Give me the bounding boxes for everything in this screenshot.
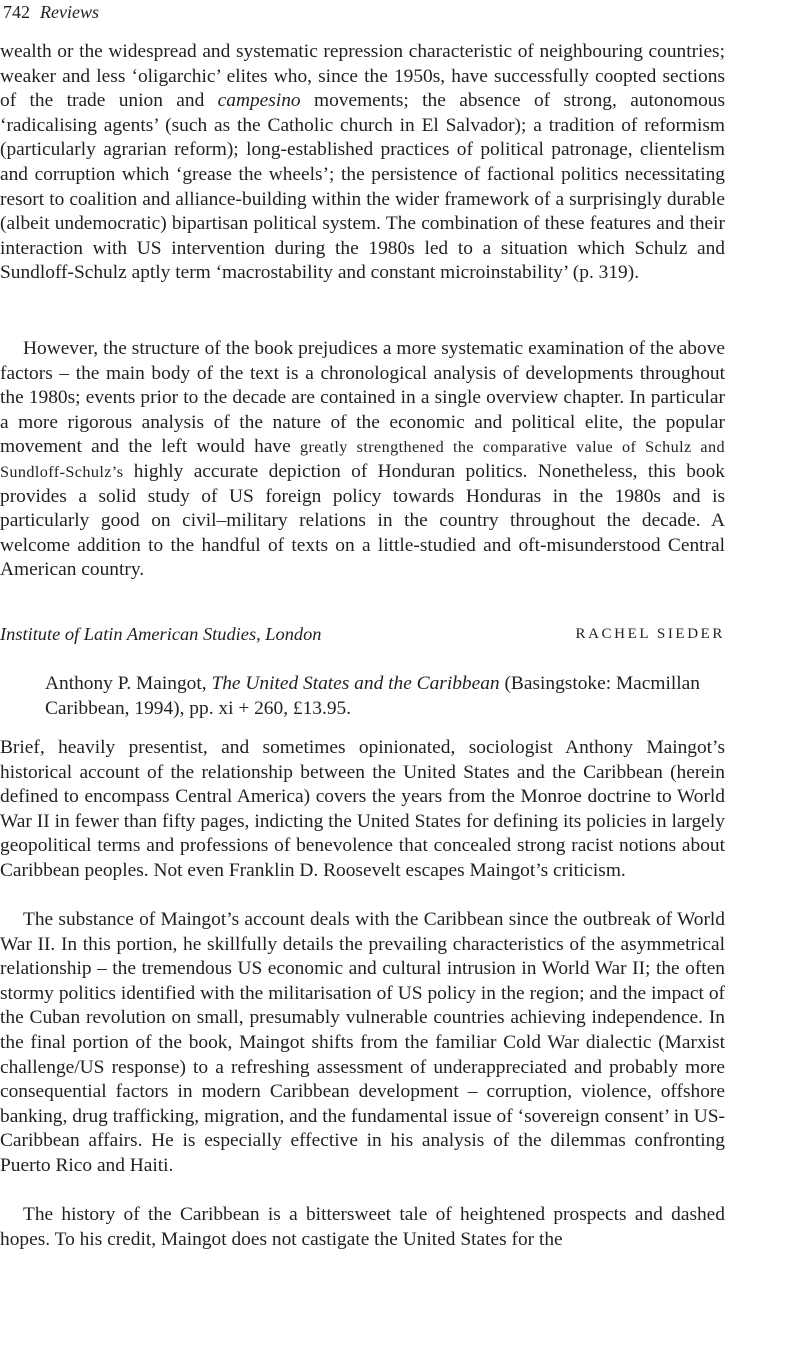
page-number: 742 xyxy=(3,2,30,22)
book-author: Anthony P. Maingot, xyxy=(45,673,212,694)
review1-paragraph-2-part-a: However, the structure of the book prejudices a more systematic examination of the above factors – the main body of the text is a chronological analysis of developments throughout the 1980s; events prior to the decade are contained in a single overview chapter. In particular a more rigorous analysis of the nature of the economic and political elite, the popular movement and the left would have xyxy=(0,338,725,458)
book-publication-details: (Basingstoke: Macmillan Caribbean, 1994), pp. xi + 260, £13.95. xyxy=(45,673,700,719)
review2-paragraph-1: Brief, heavily presentist, and sometimes opinionated, sociologist Anthony Maingot’s historical account of the relationship between the United States and the Caribbean (herein defined to encompass Central America) covers the years from the Monroe doctrine to World War II in fewer than fifty pages, indicting the United States for defining its policies in largely geopolitical terms and professions of benevolence that concealed strong racist notions about Caribbean peoples. Not even Franklin D. Roosevelt escapes Maingot’s criticism. xyxy=(0,737,725,881)
review1-paragraph-2-tight-line: greatly strengthened the comparative value of Schulz and Sundloff-Schulz’s xyxy=(0,438,725,481)
reviewer-name: RACHEL SIEDER xyxy=(575,626,725,642)
book-title: The United States and the Caribbean xyxy=(211,673,500,694)
review1-paragraph-2 xyxy=(0,337,725,583)
review1-paragraph-1-part-a: wealth or the widespread and systematic repression characteristic of neighbouring countries; weaker and less ‘oligarchic’ elites who, since the 1950s, have successfully coopted sections of the trade union and xyxy=(0,41,725,112)
book-citation xyxy=(45,672,735,721)
running-header xyxy=(3,0,99,24)
review1-paragraph-1-part-b: movements; the absence of strong, autonomous ‘radicalising agents’ (such as the Catholic church in El Salvador); a tradition of reformism (particularly agrarian reform); long-established practices of political patronage, clientelism and corruption which ‘grease the wheels’; the persistence of factional politics necessitating resort to coalition and alliance-building within the wider framework of a surprisingly durable (albeit undemocratic) bipartisan political system. The combination of these features and their interaction with US intervention during the 1980s led to a situation which Schulz and Sundloff-Schulz aptly term ‘macrostability and constant microinstability’ (p. 319). xyxy=(0,90,725,284)
review1-paragraph-1 xyxy=(0,40,725,286)
review1-paragraph-1-italic: campesino xyxy=(217,90,301,112)
review1-signature xyxy=(0,622,725,646)
review2-paragraph-3: The history of the Caribbean is a bittersweet tale of heightened prospects and dashed hopes. To his credit, Maingot does not castigate the United States for the xyxy=(0,1204,725,1250)
review1-paragraph-2-part-b: highly accurate depiction of Honduran politics. Nonetheless, this book provides a solid study of US foreign policy towards Honduras in the 1980s and is particularly good on civil–military relations in the country throughout the decade. A welcome addition to the handful of texts on a little-studied and oft-misunderstood Central American country. xyxy=(0,460,725,581)
running-title: Reviews xyxy=(40,2,99,22)
reviewer-affiliation: Institute of Latin American Studies, London xyxy=(0,624,322,644)
review2-paragraph-2: The substance of Maingot’s account deals with the Caribbean since the outbreak of World War II. In this portion, he skillfully details the prevailing characteristics of the asymmetrical relationship – the tremendous US economic and cultural intrusion in World War II; the often stormy politics identified with the militarisation of US policy in the region; and the impact of the Cuban revolution on small, presumably vulnerable countries achieving independence. In the final portion of the book, Maingot shifts from the familiar Cold War dialectic (Marxist challenge/US response) to a refreshing assessment of underappreciated and probably more consequential factors in modern Caribbean development – corruption, violence, offshore banking, drug trafficking, migration, and the fundamental issue of ‘sovereign consent’ in US-Caribbean affairs. He is especially effective in his analysis of the dilemmas confronting Puerto Rico and Haiti. xyxy=(0,909,725,1176)
